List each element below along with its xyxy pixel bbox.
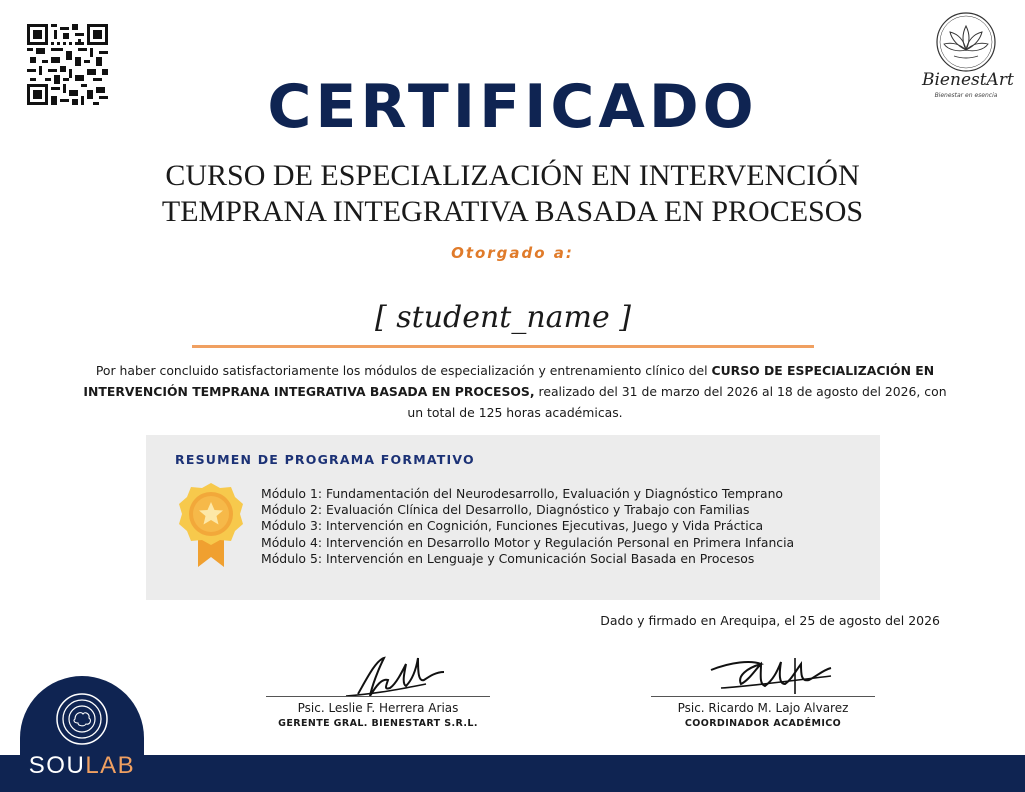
- lotus-icon: [922, 10, 1010, 72]
- module-item: Módulo 5: Intervención en Lenguaje y Comunicación Social Basada en Procesos: [261, 550, 755, 566]
- brand-tagline: Bienestar en esencia: [934, 92, 998, 99]
- soulab-wordmark-sou: SOU: [28, 752, 86, 779]
- student-name-underline: [192, 345, 814, 348]
- module-list: [261, 486, 794, 567]
- signer-name: Psic. Leslie F. Herrera Arias: [297, 701, 459, 715]
- signature-image: [306, 650, 456, 702]
- course-name-line2: TEMPRANA INTEGRATIVA BASADA EN PROCESOS: [161, 195, 864, 228]
- program-summary-title: RESUMEN DE PROGRAMA FORMATIVO: [175, 452, 475, 467]
- footer-bar: [0, 755, 1025, 792]
- course-name: [0, 158, 1025, 230]
- award-badge-icon: [176, 481, 246, 571]
- spiral-brain-icon: [55, 692, 109, 746]
- issue-date-place: Dado y firmado en Arequipa, el 25 de agosto del 2026: [600, 613, 940, 628]
- program-summary-panel: [146, 435, 880, 600]
- body-text-details: realizado del 31 de marzo del 2026 al 18 de agosto del 2026, con un total de 125 horas académicas.: [407, 384, 947, 420]
- signer-name: Psic. Ricardo M. Lajo Alvarez: [677, 701, 849, 715]
- signature-image: [691, 650, 841, 702]
- module-item: Módulo 3: Intervención en Cognición, Funciones Ejecutivas, Juego y Vida Práctica: [261, 518, 764, 534]
- certificate-title: CERTIFICADO: [267, 72, 758, 142]
- module-item: Módulo 2: Evaluación Clínica del Desarrollo, Diagnóstico y Trabajo con Familias: [261, 502, 750, 518]
- soulab-wordmark-lab: LAB: [85, 752, 136, 779]
- brand-name: BienestArt: [922, 70, 1014, 90]
- signature-block-manager: [266, 650, 490, 730]
- signer-role: COORDINADOR ACADÉMICO: [684, 718, 842, 729]
- body-text-intro: Por haber concluido satisfactoriamente los módulos de especialización y entrenamiento clínico del: [95, 363, 712, 378]
- signature-block-coordinator: [651, 650, 875, 730]
- certificate-body-text: [80, 360, 950, 423]
- signature-line: [266, 696, 490, 697]
- module-item: Módulo 1: Fundamentación del Neurodesarrollo, Evaluación y Diagnóstico Temprano: [261, 486, 784, 501]
- student-name: [ student_name ]: [375, 300, 631, 335]
- soulab-wordmark: [20, 752, 144, 780]
- awarded-label: Otorgado a:: [451, 244, 574, 262]
- module-item: Módulo 4: Intervención en Desarrollo Motor y Regulación Personal en Primera Infancia: [261, 534, 795, 550]
- signer-role: GERENTE GRAL. BIENESTART S.R.L.: [278, 718, 478, 729]
- soulab-logo: [20, 676, 144, 792]
- signature-line: [651, 696, 875, 697]
- course-name-line1: CURSO DE ESPECIALIZACIÓN EN INTERVENCIÓN: [165, 159, 860, 192]
- body-text-course: CURSO DE ESPECIALIZACIÓN EN INTERVENCIÓN TEMPRANA INTEGRATIVA BASADA EN PROCESOS,: [83, 363, 935, 399]
